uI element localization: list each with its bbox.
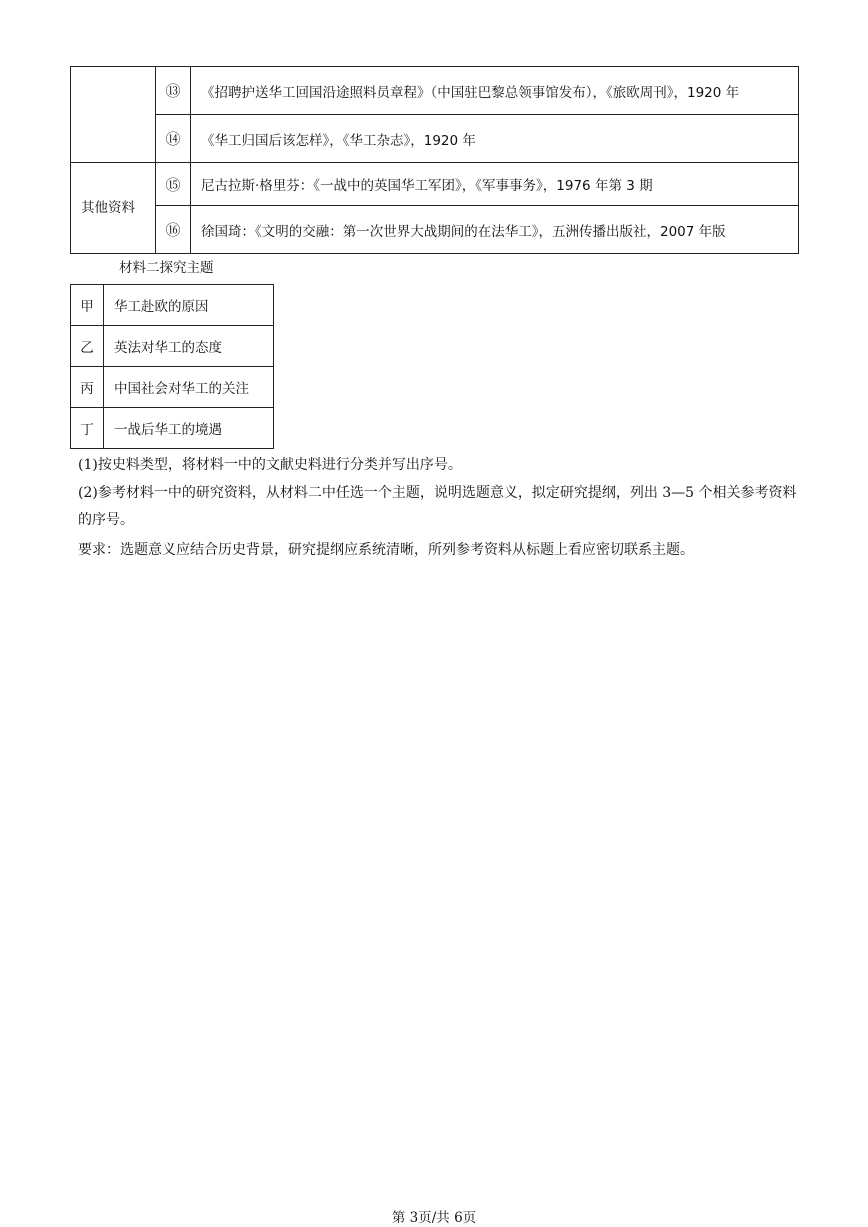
- item-number: ⑬: [156, 67, 191, 115]
- topic-key: 丁: [71, 408, 104, 449]
- topic-key: 乙: [71, 326, 104, 367]
- table-row: [71, 67, 799, 115]
- category-cell-other: 其他资料: [71, 163, 156, 254]
- table-row: [71, 163, 799, 206]
- item-number: ⑮: [156, 163, 191, 206]
- requirement-text: 要求：选题意义应结合历史背景，研究提纲应系统清晰，所列参考资料从标题上看应密切联系主题。: [78, 542, 694, 558]
- topic-text: 英法对华工的态度: [104, 326, 274, 367]
- page-footer: 第 3页/共 6页: [391, 1210, 477, 1226]
- table-row: [71, 367, 274, 408]
- table-row: [71, 206, 799, 254]
- topic-text: 中国社会对华工的关注: [104, 367, 274, 408]
- item-number: ⑯: [156, 206, 191, 254]
- material2-caption: 材料二探究主题: [119, 260, 214, 276]
- category-cell-empty: [71, 67, 156, 163]
- topic-text: 华工赴欧的原因: [104, 285, 274, 326]
- question-2: (2)参考材料一中的研究资料，从材料二中任选一个主题，说明选题意义，拟定研究提纲，列出 3—5 个相关参考资料的序号。: [78, 485, 797, 528]
- item-text: 《招聘护送华工回国沿途照料员章程》（中国驻巴黎总领事馆发布），《旅欧周刊》，1920 年: [191, 67, 799, 115]
- table-row: [71, 115, 799, 163]
- table-row: [71, 408, 274, 449]
- topics-table: [70, 284, 274, 449]
- materials-table-continued: [70, 66, 799, 254]
- topic-key: 甲: [71, 285, 104, 326]
- topic-key: 丙: [71, 367, 104, 408]
- table-row: [71, 326, 274, 367]
- table-row: [71, 285, 274, 326]
- topic-text: 一战后华工的境遇: [104, 408, 274, 449]
- item-number: ⑭: [156, 115, 191, 163]
- item-text: 《华工归国后该怎样》，《华工杂志》，1920 年: [191, 115, 799, 163]
- item-text: 徐国琦：《文明的交融：第一次世界大战期间的在法华工》，五洲传播出版社，2007 年版: [191, 206, 799, 254]
- item-text: 尼古拉斯·格里芬：《一战中的英国华工军团》，《军事事务》，1976 年第 3 期: [191, 163, 799, 206]
- question-1: (1)按史料类型，将材料一中的文献史料进行分类并写出序号。: [78, 457, 462, 473]
